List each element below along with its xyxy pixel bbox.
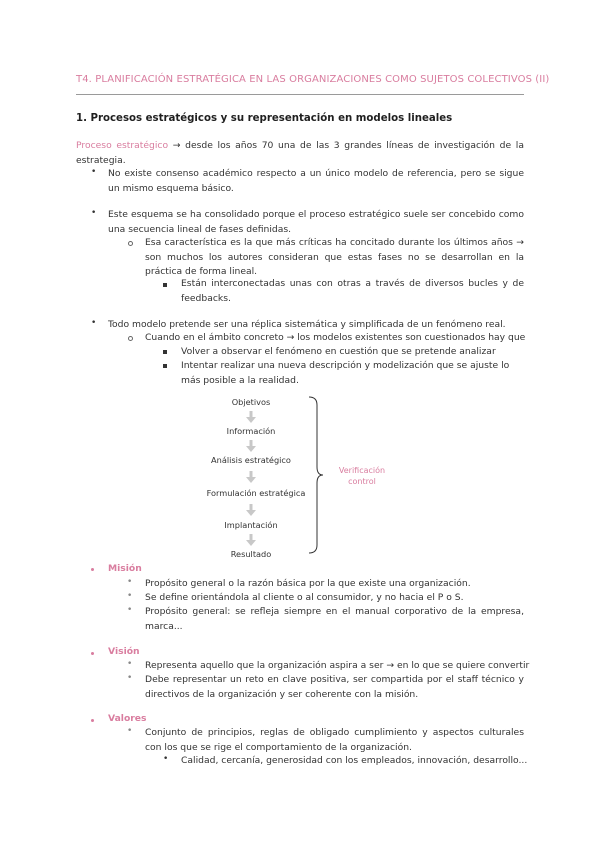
down-arrow-icon <box>246 471 256 483</box>
feedback-label <box>332 465 392 487</box>
circle-bullet <box>128 336 133 341</box>
intro-term: Proceso estratégico <box>76 140 169 151</box>
intro-text: → desde los años 70 una de las 3 grandes líneas de investigación de la estrategia. <box>76 140 524 166</box>
bullet-dot: • <box>127 591 133 601</box>
down-arrow-icon <box>246 504 256 516</box>
valores-label: Valores <box>108 713 147 724</box>
bullet-3-text: Todo modelo pretende ser una réplica sistemática y simplificada de un fenómeno real. <box>108 319 506 330</box>
feedback-label-line-1: Verificación <box>338 466 386 475</box>
down-arrow-icon <box>246 440 256 452</box>
mision-item: Propósito general: se refleja siempre en el manual corporativo de la empresa, marca... <box>145 606 524 632</box>
section-heading: 1. Procesos estratégicos y su representación en modelos lineales <box>76 113 453 124</box>
diagram-step: Implantación <box>224 520 278 530</box>
bullet-2-text: Este esquema se ha consolidado porque el proceso estratégico suele ser concebido como una secuencia lineal de fases definidas. <box>108 209 524 235</box>
diagram-step: Análisis estratégico <box>211 455 291 465</box>
vision-label: Visión <box>108 646 140 657</box>
bullet-2-subsub-text: Están interconectadas unas con otras a través de diversos bucles y de feedbacks. <box>181 278 524 304</box>
pink-bullet <box>91 719 94 722</box>
bullet-dot: • <box>163 754 169 764</box>
down-arrow-icon <box>246 411 256 423</box>
bullet-dot: • <box>91 167 97 177</box>
bullet-dot: • <box>91 318 97 328</box>
down-arrow-icon <box>246 534 256 546</box>
mision-item: Se define orientándola al cliente o al consumidor, y no hacia el P o S. <box>145 592 464 603</box>
valores-item: Conjunto de principios, reglas de obligado cumplimiento y aspectos culturales con los que se rige el comportamiento de la organización. <box>145 727 524 753</box>
circle-bullet <box>128 241 133 246</box>
bullet-dot: • <box>127 577 133 587</box>
square-bullet <box>163 364 167 368</box>
feedback-brace <box>306 396 326 554</box>
bullet-3-subsub-2-text: Intentar realizar una nueva descripción y modelización que se ajuste lo más posible a la realidad. <box>181 360 510 386</box>
mision-label: Misión <box>108 563 142 574</box>
feedback-label-line-2: control <box>348 477 376 486</box>
vision-item: Representa aquello que la organización aspira a ser → en lo que se quiere convertir <box>145 660 530 671</box>
diagram-step: Formulación estratégica <box>206 488 306 498</box>
diagram-step: Resultado <box>230 549 272 559</box>
bullet-2-sub-text: Esa característica es la que más críticas ha concitado durante los últimos años → son muchos los autores consideran que estas fases no se desarrollan en la práctica de forma lineal. <box>145 237 524 277</box>
diagram-step: Información <box>226 426 276 436</box>
bullet-dot: • <box>127 726 133 736</box>
bullet-3-subsub-1-text: Volver a observar el fenómeno en cuestión que se pretende analizar <box>181 346 496 357</box>
pink-bullet <box>91 568 94 571</box>
mision-item: Propósito general o la razón básica por la que existe una organización. <box>145 578 471 589</box>
valores-subitem: Calidad, cercanía, generosidad con los empleados, innovación, desarrollo... <box>181 755 528 766</box>
document-title: T4. PLANIFICACIÓN ESTRATÉGICA EN LAS ORGANIZACIONES COMO SUJETOS COLECTIVOS (II) <box>76 74 550 85</box>
bullet-dot: • <box>127 673 133 683</box>
vision-item: Debe representar un reto en clave positiva, ser compartida por el staff técnico y directivos de la organización y ser coherente con la misión. <box>145 674 524 700</box>
bullet-dot: • <box>91 208 97 218</box>
bullet-3-sub-text: Cuando en el ámbito concreto → los modelos existentes son cuestionados hay que <box>145 332 526 343</box>
diagram-step: Objetivos <box>231 397 271 407</box>
bullet-1-text: No existe consenso académico respecto a un único modelo de referencia, pero se sigue un mismo esquema básico. <box>108 168 524 194</box>
square-bullet <box>163 350 167 354</box>
bullet-dot: • <box>127 659 133 669</box>
title-divider <box>76 94 524 95</box>
pink-bullet <box>91 652 94 655</box>
intro-paragraph <box>76 139 524 168</box>
bullet-dot: • <box>127 605 133 615</box>
square-bullet <box>163 283 167 287</box>
